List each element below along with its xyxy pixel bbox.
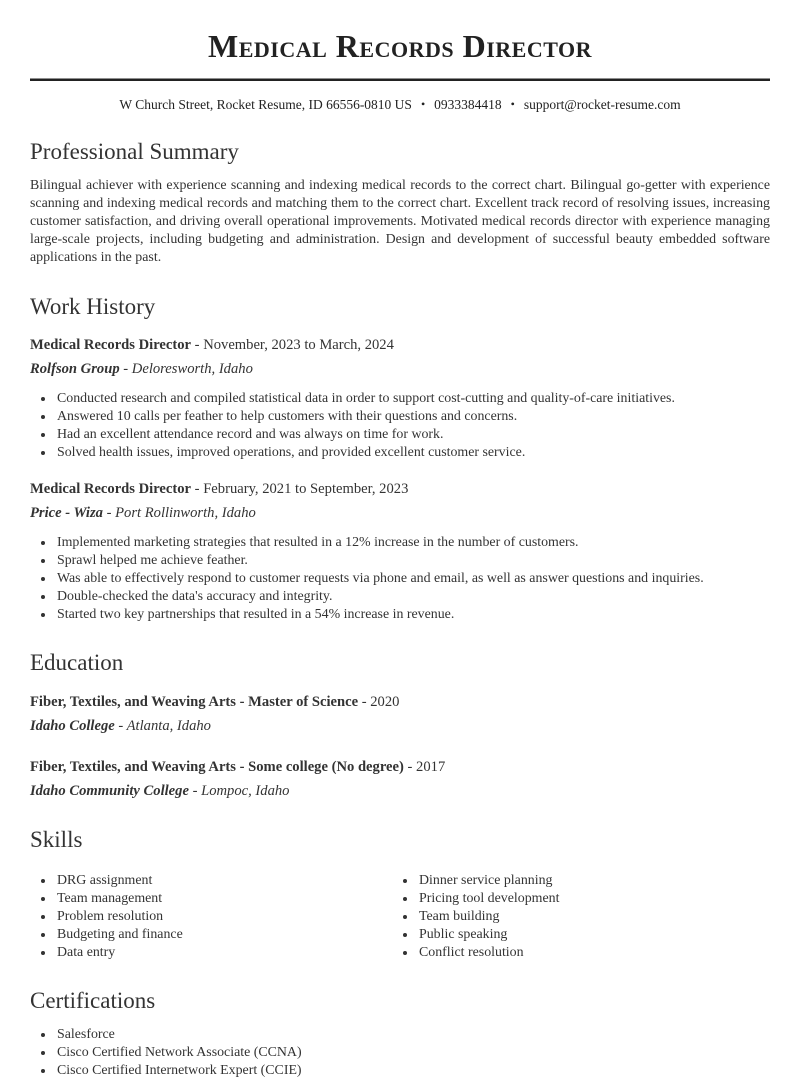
- contact-address: W Church Street, Rocket Resume, ID 66556-0810 US: [119, 97, 412, 112]
- job-location: Deloresworth, Idaho: [131, 361, 253, 378]
- separator: -: [403, 758, 417, 775]
- education-program-line: [30, 758, 770, 777]
- education-entry: [30, 693, 770, 736]
- professional-summary-text: Bilingual achiever with experience scanning and indexing medical records to the correct chart. Bilingual go-getter with experience scanning and indexing medical records and matching them to the correct chart. Excellent track record of resolving issues, increasing customer satisfaction, and driving overall operational improvements. Motivated medical records director with experience managing large-scale projects, including budgeting and administration. Design and development of successful beauty embedded software applications in the past.: [30, 177, 770, 266]
- job-entry: [30, 480, 770, 624]
- job-bullet: • Solved health issues, improved operations, and provided excellent customer service.: [55, 444, 770, 462]
- education-school-line: [30, 717, 770, 736]
- section-heading-skills: Skills: [30, 826, 83, 852]
- certification-item: • Cisco Certified Network Associate (CCNA): [55, 1044, 770, 1062]
- skills-columns: [30, 864, 770, 962]
- education-program: Fiber, Textiles, and Weaving Arts - Master of Science: [30, 693, 359, 710]
- separator: -: [358, 693, 371, 710]
- skill-item: • Budgeting and finance: [55, 926, 392, 944]
- separator: -: [102, 505, 116, 522]
- certification-item: • Salesforce: [55, 1026, 770, 1044]
- education-year: 2017: [416, 758, 446, 775]
- skill-item: • DRG assignment: [55, 872, 392, 890]
- job-company-line: [30, 360, 770, 379]
- section-professional-summary: [30, 138, 770, 268]
- job-bullet: • Started two key partnerships that resulted in a 54% increase in revenue.: [55, 606, 770, 624]
- skills-list-right: [392, 872, 770, 962]
- education-location: Atlanta, Idaho: [126, 717, 211, 734]
- education-year: 2020: [370, 693, 400, 710]
- job-bullet-list: [30, 534, 770, 624]
- section-education: [30, 649, 770, 801]
- skill-item: • Dinner service planning: [417, 872, 770, 890]
- job-title: Medical Records Director: [30, 337, 192, 354]
- job-dates: February, 2021 to September, 2023: [203, 481, 409, 498]
- separator: -: [191, 481, 204, 498]
- resume-header: [30, 26, 770, 113]
- job-title-line: [30, 480, 770, 499]
- job-entry: [30, 336, 770, 462]
- skill-item: • Conflict resolution: [417, 944, 770, 962]
- resume-page: [0, 26, 800, 1078]
- job-bullet: • Conducted research and compiled statistical data in order to support cost-cutting and quality-of-care initiatives.: [55, 390, 770, 408]
- job-dates: November, 2023 to March, 2024: [203, 337, 394, 354]
- job-company: Rolfson Group: [30, 361, 120, 378]
- skills-list-left: [30, 872, 392, 962]
- job-bullet-list: [30, 390, 770, 462]
- contact-separator: •: [510, 97, 515, 111]
- job-bullet: • Implemented marketing strategies that resulted in a 12% increase in the number of customers.: [55, 534, 770, 552]
- job-bullet: • Had an excellent attendance record and was always on time for work.: [55, 426, 770, 444]
- section-heading-work-history: Work History: [30, 293, 156, 319]
- job-bullet: • Sprawl helped me achieve feather.: [55, 552, 770, 570]
- job-location: Port Rollinworth, Idaho: [115, 505, 256, 522]
- certification-item: • Cisco Certified Internetwork Expert (CCIE): [55, 1062, 770, 1080]
- education-school: Idaho Community College: [30, 782, 189, 799]
- job-company: Price - Wiza: [30, 505, 103, 522]
- job-title: Medical Records Director: [30, 481, 192, 498]
- skill-item: • Team management: [55, 890, 392, 908]
- certifications-list: [30, 1026, 770, 1080]
- job-company-line: [30, 504, 770, 523]
- section-work-history: [30, 293, 770, 625]
- page-title: Medical Records Director: [208, 28, 592, 64]
- contact-email: support@rocket-resume.com: [523, 97, 681, 112]
- education-program-line: [30, 693, 770, 712]
- header-divider: [30, 78, 770, 81]
- job-bullet: • Was able to effectively respond to customer requests via phone and email, as well as answer questions and inquiries.: [55, 570, 770, 588]
- contact-phone: 0933384418: [434, 97, 502, 112]
- education-location: Lompoc, Idaho: [201, 782, 290, 799]
- contact-separator: •: [420, 97, 426, 111]
- education-school: Idaho College: [30, 717, 115, 734]
- skill-item: • Pricing tool development: [417, 890, 770, 908]
- separator: -: [114, 717, 127, 734]
- separator: -: [191, 337, 204, 354]
- section-certifications: [30, 987, 770, 1080]
- section-heading-education: Education: [30, 650, 124, 676]
- education-entry: [30, 758, 770, 801]
- education-school-line: [30, 782, 770, 801]
- job-title-line: [30, 336, 770, 355]
- education-program: Fiber, Textiles, and Weaving Arts - Some college (No degree): [30, 758, 404, 775]
- skill-item: • Team building: [417, 908, 770, 926]
- separator: -: [188, 782, 202, 799]
- separator: -: [119, 361, 132, 378]
- section-skills: [30, 826, 770, 963]
- job-bullet: • Double-checked the data's accuracy and integrity.: [55, 588, 770, 606]
- job-bullet: • Answered 10 calls per feather to help customers with their questions and concerns.: [55, 408, 770, 426]
- skill-item: • Public speaking: [417, 926, 770, 944]
- section-heading-professional-summary: Professional Summary: [30, 139, 239, 164]
- skill-item: • Problem resolution: [55, 908, 392, 926]
- section-heading-certifications: Certifications: [30, 988, 156, 1014]
- contact-line: [30, 97, 770, 113]
- skill-item: • Data entry: [55, 944, 392, 962]
